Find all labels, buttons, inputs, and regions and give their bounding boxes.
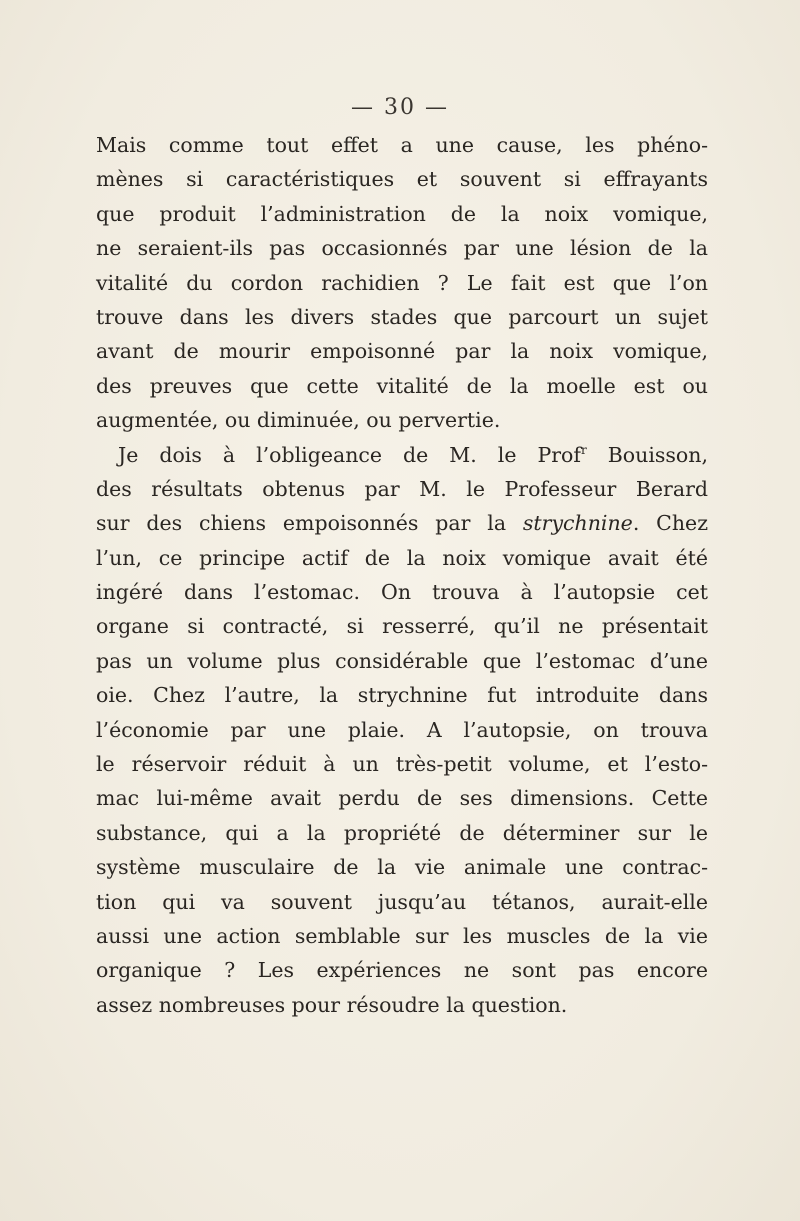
text-segment: mac lui-même avait perdu de ses dimensions. Cette: [96, 786, 708, 811]
text-line: [96, 609, 708, 643]
text-segment: augmentée, ou diminuée, ou pervertie.: [96, 408, 501, 433]
text-segment: tion qui va souvent jusqu’au tétanos, aurait-elle: [96, 889, 708, 914]
text-line: [96, 128, 708, 162]
text-segment: vitalité du cordon rachidien ? Le fait est que l’on: [96, 270, 708, 295]
text-line: [96, 334, 708, 368]
text-segment: assez nombreuses pour résoudre la question.: [96, 992, 568, 1017]
text-segment: trouve dans les divers stades que parcourt un sujet: [96, 304, 708, 329]
text-line: [96, 713, 708, 747]
text-line: [96, 850, 708, 884]
text-segment: Je dois à l’obligeance de M. le Prof: [118, 442, 581, 467]
text-line: [96, 506, 708, 540]
text-segment: Bouisson,: [586, 442, 708, 467]
text-line: [96, 197, 708, 231]
body-text: [96, 128, 708, 1022]
text-line: [96, 988, 708, 1022]
text-line: [96, 678, 708, 712]
text-line: [96, 162, 708, 196]
text-line: [96, 266, 708, 300]
text-segment: mènes si caractéristiques et souvent si effrayants: [96, 167, 708, 192]
text-segment: avant de mourir empoisonné par la noix vomique,: [96, 339, 708, 364]
text-segment: Mais comme tout effet a une cause, les phéno-: [96, 133, 708, 157]
text-segment: substance, qui a la propriété de déterminer sur le: [96, 820, 708, 845]
text-line: [96, 747, 708, 781]
text-line: [96, 816, 708, 850]
italic-text: strychnine: [522, 511, 633, 536]
text-segment: l’économie par une plaie. A l’autopsie, on trouva: [96, 717, 708, 742]
text-segment: que produit l’administration de la noix vomique,: [96, 201, 708, 226]
text-segment: sur des chiens empoisonnés par la: [96, 511, 523, 536]
page-number: — 30 —: [351, 95, 449, 120]
text-segment: des résultats obtenus par M. le Professeur Berard: [96, 476, 708, 501]
text-segment: organe si contracté, si resserré, qu’il ne présentait: [96, 614, 708, 639]
text-line: [96, 541, 708, 575]
text-line: [96, 438, 708, 472]
text-line: [96, 403, 708, 437]
text-segment: aussi une action semblable sur les muscles de la vie: [96, 923, 708, 948]
text-line: [96, 919, 708, 953]
text-segment: système musculaire de la vie animale une contrac-: [96, 855, 708, 880]
text-line: [96, 644, 708, 678]
text-segment: ne seraient-ils pas occasionnés par une lésion de la: [96, 236, 708, 261]
text-line: [96, 953, 708, 987]
text-segment: pas un volume plus considérable que l’estomac d’une: [96, 648, 708, 673]
text-segment: oie. Chez l’autre, la strychnine fut introduite dans: [96, 683, 708, 708]
text-segment: le réservoir réduit à un très-petit volume, et l’esto-: [96, 752, 708, 777]
text-line: [96, 885, 708, 919]
text-line: [96, 369, 708, 403]
superscript: r: [580, 442, 587, 457]
text-line: [96, 781, 708, 815]
text-segment: l’un, ce principe actif de la noix vomique avait été: [96, 545, 708, 570]
text-segment: organique ? Les expériences ne sont pas encore: [96, 958, 708, 983]
text-segment: . Chez: [632, 511, 708, 536]
text-line: [96, 575, 708, 609]
text-line: [96, 472, 708, 506]
text-line: [96, 300, 708, 334]
text-segment: ingéré dans l’estomac. On trouva à l’autopsie cet: [96, 580, 708, 605]
text-segment: des preuves que cette vitalité de la moelle est ou: [96, 373, 708, 398]
text-line: [96, 231, 708, 265]
